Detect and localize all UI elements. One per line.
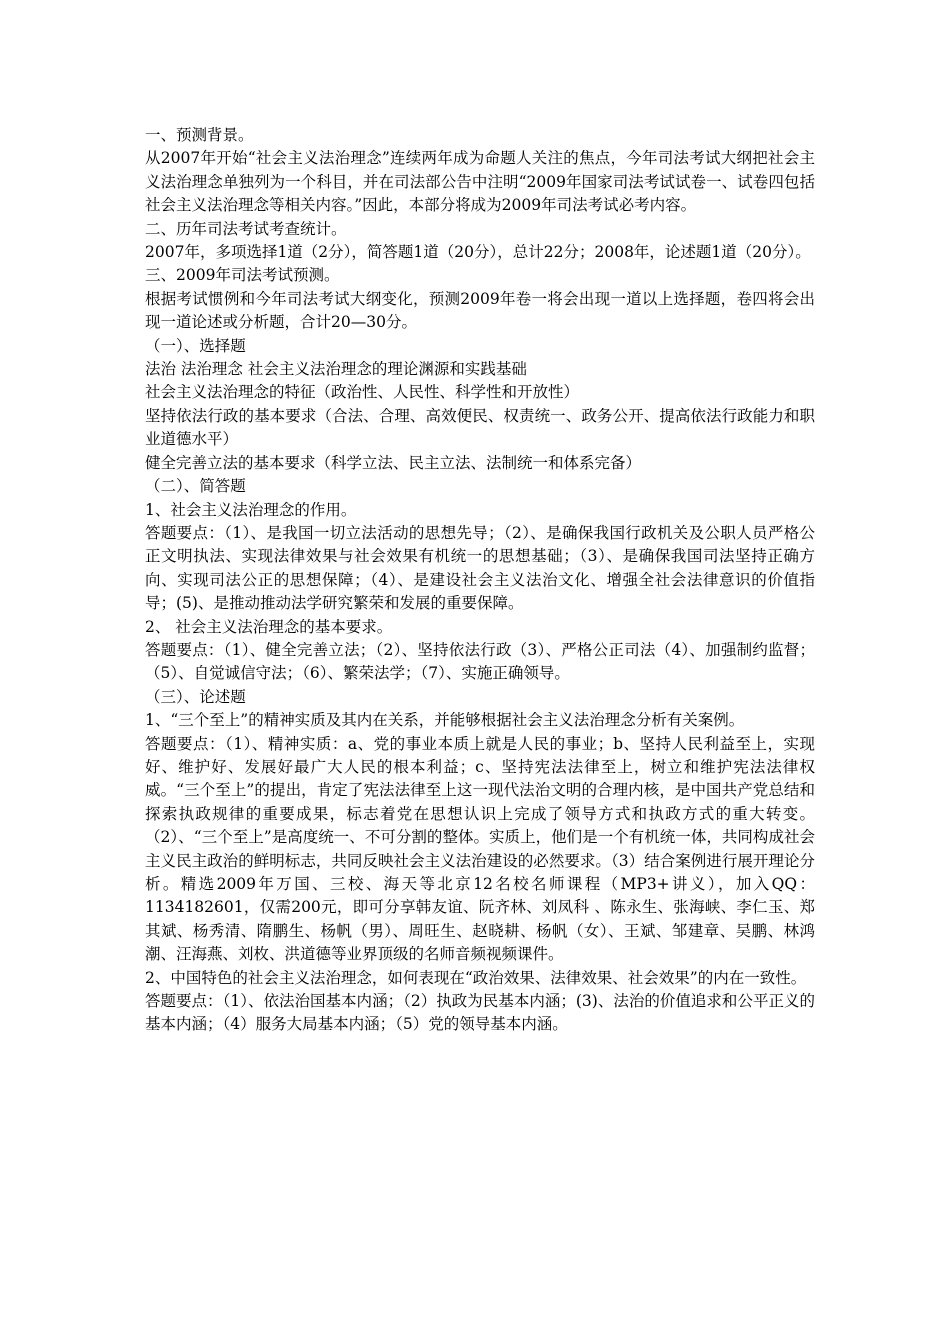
essay-question-1: 1、“三个至上”的精神实质及其内在关系，并能够根据社会主义法治理念分析有关案例。 (145, 711, 745, 730)
subheading-essay: （三）、论述题 (145, 687, 246, 706)
short-question-2: 2、 社会主义法治理念的基本要求。 (145, 617, 393, 636)
heading-exam-statistics: 二、历年司法考试考查统计。 (145, 219, 347, 238)
choice-topic-2: 社会主义法治理念的特征（政治性、人民性、科学性和开放性） (145, 383, 580, 402)
choice-topic-4: 健全完善立法的基本要求（科学立法、民主立法、法制统一和体系完备） (145, 453, 642, 472)
document-body (145, 124, 815, 1037)
subheading-short-answer: （二）、简答题 (145, 477, 246, 496)
essay-answer-1: 答题要点：（1）、精神实质：a、党的事业本质上就是人民的事业；b、坚持人民利益至上，实现好、维护好、发展好最广大人民的根本利益；c、坚持宪法法律至上，树立和维护宪法法律权威。“三个至上”的提出，肯定了宪法法律至上这一现代法治文明的合理内核，是中国共产党总结和探索执政规律的重要成果，标志着党在思想认识上完成了领导方式和执政方式的重大转变。（2）、“三个至上”是高度统一、不可分割的整体。实质上，他们是一个有机统一体，共同构成社会主义民主政治的鲜明标志，共同反映社会主义法治建设的必然要求。（3）结合案例进行展开理论分析。精选2009年万国、三校、海天等北京12名校名师课程（MP3+讲义），加入QQ：1134182601，仅需200元，即可分享韩友谊、阮齐林、刘凤科 、陈永生、张海峡、李仁玉、郑其斌、杨秀清、隋鹏生、杨帆（男）、周旺生、赵晓耕、杨帆（女）、王斌、邹建章、吴鹏、林鸿潮、汪海燕、刘枚、洪道德等业界顶级的名师音频视频课件。 (145, 734, 815, 964)
heading-2009-prediction: 三、2009年司法考试预测。 (145, 266, 340, 285)
short-question-1: 1、社会主义法治理念的作用。 (145, 500, 357, 519)
paragraph-statistics: 2007年，多项选择1道（2分），简答题1道（20分），总计22分；2008年，论述题1道（20分）。 (145, 243, 811, 262)
heading-prediction-background: 一、预测背景。 (145, 126, 254, 144)
short-answer-1: 答题要点：（1）、是我国一切立法活动的思想先导；（2）、是确保我国行政机关及公职人员严格公正文明执法、实现法律效果与社会效果有机统一的思想基础；（3）、是确保我国司法坚持正确方向、实现司法公正的思想保障；（4）、是建设社会主义法治文化、增强全社会法律意识的价值指导；(5)、是推动推动法学研究繁荣和发展的重要保障。 (145, 523, 815, 613)
choice-topic-3: 坚持依法行政的基本要求（合法、合理、高效便民、权责统一、政务公开、提高依法行政能力和职业道德水平） (145, 406, 815, 449)
paragraph-background: 从2007年开始“社会主义法治理念”连续两年成为命题人关注的焦点，今年司法考试大纲把社会主义法治理念单独列为一个科目，并在司法部公告中注明“2009年国家司法考试试卷一、试卷四包括社会主义法治理念等相关内容。”因此，本部分将成为2009年司法考试必考内容。 (145, 149, 815, 215)
paragraph-prediction: 根据考试惯例和今年司法考试大纲变化，预测2009年卷一将会出现一道以上选择题，卷四将会出现一道论述或分析题，合计20—30分。 (145, 289, 815, 332)
choice-topic-1: 法治 法治理念 社会主义法治理念的理论渊源和实践基础 (145, 360, 527, 379)
subheading-multiple-choice: （一）、选择题 (145, 336, 246, 355)
essay-answer-2: 答题要点：（1）、依法治国基本内涵；（2）执政为民基本内涵；(3)、法治的价值追求和公平正义的基本内涵；（4）服务大局基本内涵；（5）党的领导基本内涵。 (145, 992, 815, 1034)
short-answer-2: 答题要点：（1）、健全完善立法；（2）、坚持依法行政（3）、严格公正司法（4）、加强制约监督；（5）、自觉诚信守法；（6）、繁荣法学；（7）、实施正确领导。 (145, 640, 815, 683)
essay-question-2: 2、中国特色的社会主义法治理念，如何表现在“政治效果、法律效果、社会效果”的内在一致性。 (145, 968, 807, 987)
